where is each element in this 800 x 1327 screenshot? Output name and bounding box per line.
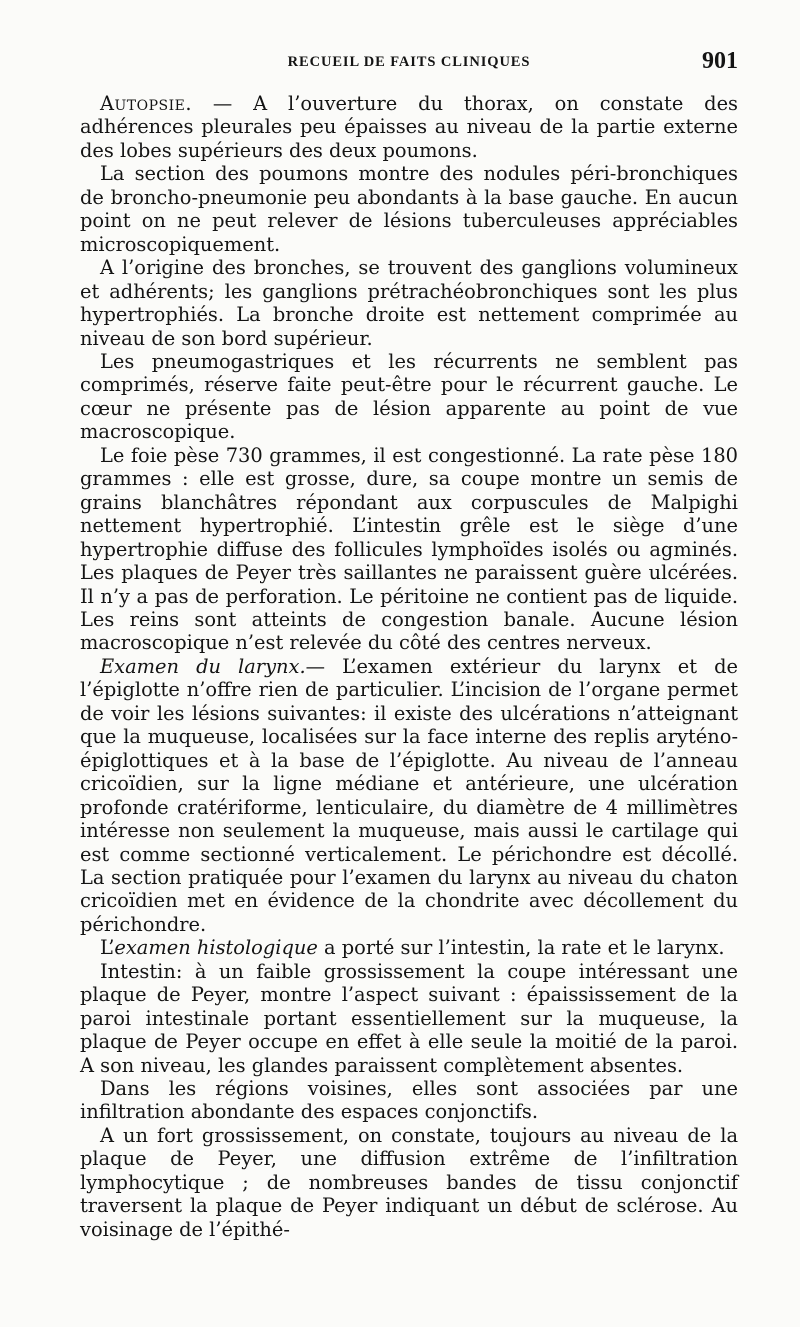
page-number: 901 <box>702 48 738 74</box>
paragraph-intestine: Intestin: à un faible grossissement la coupe intéressant une plaque de Peyer, montre l’aspect suivant : épaississement de la paroi intestinale portant essentiellement sur la muqueuse, la plaque de Peyer occupe en effet à elle seule la moitié de la paroi. A son niveau, les glandes paraissent complètement absentes. <box>80 959 738 1077</box>
paragraph-autopsy <box>80 92 738 162</box>
paragraph-larynx <box>80 655 738 936</box>
autopsy-text: — A l’ouverture du thorax, on constate des adhérences pleurales peu épaisses au niveau de la partie externe des lobes supérieurs des deux poumons. <box>80 92 738 162</box>
larynx-label: Examen du larynx. <box>100 654 306 678</box>
running-title: RECUEIL DE FAITS CLINIQUES <box>287 54 531 70</box>
histology-label: examen histologique <box>114 936 318 960</box>
larynx-text: — L’examen extérieur du larynx et de l’épiglotte n’offre rien de particulier. L’incision de l’organe permet de voir les lésions suivantes: il existe des ulcérations n’atteignant que la muqueuse, localisées sur la face interne des replis aryténo-épiglottiques et à la base de l’épiglotte. Au niveau de l’anneau cricoïdien, sur la ligne médiane et antérieure, une ulcération profonde cratériforme, lenticulaire, du diamètre de 4 millimètres intéresse non seulement la muqueuse, mais aussi le cartilage qui est comme sectionné verticalement. Le périchondre est décollé. La section pratiquée pour l’examen du larynx au niveau du chaton cricoïdien met en évidence de la chondrite avec décollement du périchondre. <box>80 654 738 936</box>
paragraph-bronchi: A l’origine des bronches, se trouvent des ganglions volumineux et adhérents; les ganglions prétrachéobronchiques sont les plus hypertrophiés. La bronche droite est nettement comprimée au niveau de son bord supérieur. <box>80 256 738 350</box>
paragraph-nerves: Les pneumogastriques et les récurrents ne semblent pas comprimés, réserve faite peut-être pour le récurrent gauche. Le cœur ne présente pas de lésion apparente au point de vue macroscopique. <box>80 349 738 444</box>
running-head <box>80 48 738 76</box>
paragraph-neighbouring-regions: Dans les régions voisines, elles sont associées par une infiltration abondante des espaces conjonctifs. <box>80 1077 738 1124</box>
paragraph-organs: Le foie pèse 730 grammes, il est congestionné. La rate pèse 180 grammes : elle est grosse, dure, sa coupe montre un semis de grains blanchâtres répondant aux corpuscules de Malpighi nettement hypertrophié. L’intestin grêle est le siège d’une hypertrophie diffuse des follicules lymphoïdes isolés ou agminés. Les plaques de Peyer très saillantes ne paraissent guère ulcérées. Il n’y a pas de perforation. Le péritoine ne contient pas de liquide. Les reins sont atteints de congestion banale. Aucune lésion macroscopique n’est relevée du côté des centres nerveux. <box>80 443 738 655</box>
histology-prefix: L’ <box>100 936 115 960</box>
histology-text: a porté sur l’intestin, la rate et le larynx. <box>317 936 725 960</box>
autopsy-label: Autopsie. <box>100 92 193 115</box>
paragraph-lungs: La section des poumons montre des nodules péri-bronchiques de broncho-pneumonie peu abondants à la base gauche. En aucun point on ne peut relever de lésions tuberculeuses appréciables microscopiquement. <box>80 162 738 256</box>
paragraph-histology <box>80 936 738 959</box>
paragraph-high-magnification: A un fort grossissement, on constate, toujours au niveau de la plaque de Peyer, une diffusion extrême de l’infiltration lymphocytique ; de nombreuses bandes de tissu conjonctif traversent la plaque de Peyer indiquant un début de sclérose. Au voisinage de l’épithé- <box>80 1123 738 1241</box>
body-text <box>80 92 738 1241</box>
